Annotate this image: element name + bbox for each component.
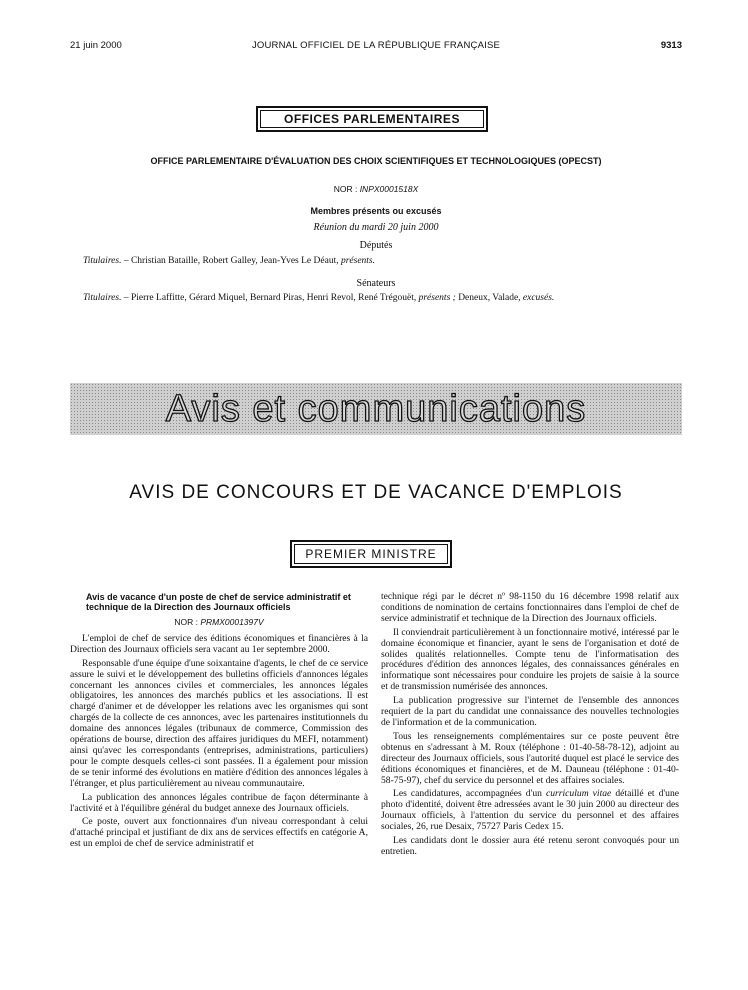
senateurs-names: – Pierre Laffitte, Gérard Miquel, Bernard Piras, Henri Revol, René Trégouët, [121, 293, 419, 303]
avis-banner [70, 383, 682, 435]
article-paragraph: Responsable d'une équipe d'une soixantaine d'agents, le chef de ce service assure le suivi et le développement des bulletins officiels d'annonces légales concernant les annonces civiles et commerciales, les annonces légales obligatoires, les annonces des marchés publics et les associations. Il est chargé d'animer et de développer les relations avec les organismes qui sont chargés de la collecte de ces annonces, avec les partenaires institutionnels du domaine des annonces légales (tribunaux de commerce, Commission des opérations de bourse, direction des affaires juridiques du MEFI, notamment) ainsi qu'avec les correspondants (entreprises, administrations, particuliers) pour le compte desquels celles-ci sont passées. Il a également pour mission de se tenir informé des évolutions en matière d'édition des annonces légales à l'étranger, et plus particulièrement au niveau communautaire. [70, 657, 368, 789]
article-paragraph: Ce poste, ouvert aux fonctionnaires d'un niveau correspondant à celui d'attaché principal et justifiant de dix ans de services effectifs en catégorie A, est un emploi de chef de service administratif et [70, 816, 368, 850]
curriculum-vitae-term: curriculum vitae [545, 788, 612, 800]
deputes-heading: Députés [359, 240, 393, 251]
office-nor [70, 184, 682, 194]
article-paragraph: La publication progressive sur l'internet de l'ensemble des annonces requiert de la part du candidat une connaissance des nouvelles technologies de l'information et de la communication. [381, 695, 679, 728]
deputes-names: – Christian Bataille, Robert Galley, Jean-Yves Le Déaut, [121, 256, 341, 266]
header-date: 21 juin 2000 [70, 40, 122, 51]
office-nor-label: NOR : [333, 184, 358, 194]
article-title: Avis de vacance d'un poste de chef de service administratif et technique de la Direction des Journaux officiels [86, 592, 351, 612]
article-paragraph: Il conviendrait particulièrement à un fonctionnaire motivé, intéressé par le domaine économique et financier, ayant le sens de l'organisation et doté de solides qualités relationnelles. Compte tenu de l'informatisation des procédures d'édition des annonces légales, des connaissances générales en informatique sont nécessaires pour conduire les projets de saisie à la source et de transmission numérisée des annonces. [381, 626, 679, 693]
avis-banner-title: Avis et communications [165, 388, 587, 430]
article-paragraph: L'emploi de chef de service des éditions économiques et financières à la Direction des Journaux officiels sera vacant au 1er septembre 2000. [70, 632, 368, 655]
senateurs-line [83, 293, 554, 303]
header-page-number: 9313 [660, 40, 682, 51]
candidatures-text-start: Les candidatures, accompagnées d'un [393, 788, 546, 800]
candidatures-text-end: détaillé et d'une photo d'identité, doivent être adressées avant le 30 juin 2000 au directeur des Journaux officiels, à l'attention du service du personnel et des affaires sociales, 26, rue Desaix, 75727 Paris Cedex 15. [381, 788, 679, 833]
article-paragraph-closing: Les candidats dont le dossier aura été retenu seront convoqués pour un entretien. [381, 835, 679, 857]
senateurs-names-excused: Deneux, Valade, [455, 293, 523, 303]
ministry-heading: PREMIER MINISTRE [305, 547, 437, 561]
article-nor-code: PRMX0001397V [200, 617, 264, 627]
deputes-status: présents. [340, 256, 376, 266]
article-paragraph-candidatures [381, 789, 679, 833]
article-paragraph: Tous les renseignements complémentaires sur ce poste peuvent être obtenus en s'adressant à M. Roux (téléphone : 01-40-58-78-12), adjoint au directeur des Journaux officiels, sous l'autorité duquel est placé le service des éditions économiques et financières, et de M. Dauneau (téléphone : 01-40-58-75-97), chef du service du personnel et des affaires sociales. [381, 730, 679, 786]
senateurs-label: Titulaires. [83, 293, 122, 303]
senateurs-status-present: présents ; [418, 293, 456, 303]
senateurs-status-excused: excusés. [522, 293, 555, 303]
senateurs-heading: Sénateurs [356, 278, 396, 289]
article-nor [70, 617, 368, 628]
deputes-label: Titulaires. [83, 256, 122, 266]
section-heading-box [256, 106, 488, 132]
ministry-heading-box [290, 540, 452, 568]
meeting-date: Réunion du mardi 20 juin 2000 [313, 222, 439, 233]
article-left-column [70, 592, 368, 853]
section-heading: OFFICES PARLEMENTAIRES [284, 112, 460, 126]
deputes-line [83, 256, 375, 266]
article-right-column [381, 592, 679, 861]
office-nor-code: INPX0001518X [359, 184, 419, 194]
members-heading: Membres présents ou excusés [310, 206, 442, 216]
article-paragraph-continued: technique régi par le décret nº 98-1150 du 16 décembre 1998 relatif aux conditions de nomination de certains fonctionnaires dans l'emploi de chef de service administratif et technique de la Direction des Journaux officiels. [381, 591, 679, 624]
article-nor-label: NOR : [174, 617, 198, 627]
page-header [70, 40, 682, 54]
concours-title: AVIS DE CONCOURS ET DE VACANCE D'EMPLOIS [129, 482, 623, 503]
office-title: OFFICE PARLEMENTAIRE D'ÉVALUATION DES CHOIX SCIENTIFIQUES ET TECHNOLOGIQUES (OPECST) [150, 156, 602, 166]
header-journal-title: JOURNAL OFFICIEL DE LA RÉPUBLIQUE FRANÇAISE [251, 40, 501, 51]
article-paragraph: La publication des annonces légales contribue de façon déterminante à l'activité et à l'équilibre général du budget annexe des Journaux officiels. [70, 791, 368, 814]
